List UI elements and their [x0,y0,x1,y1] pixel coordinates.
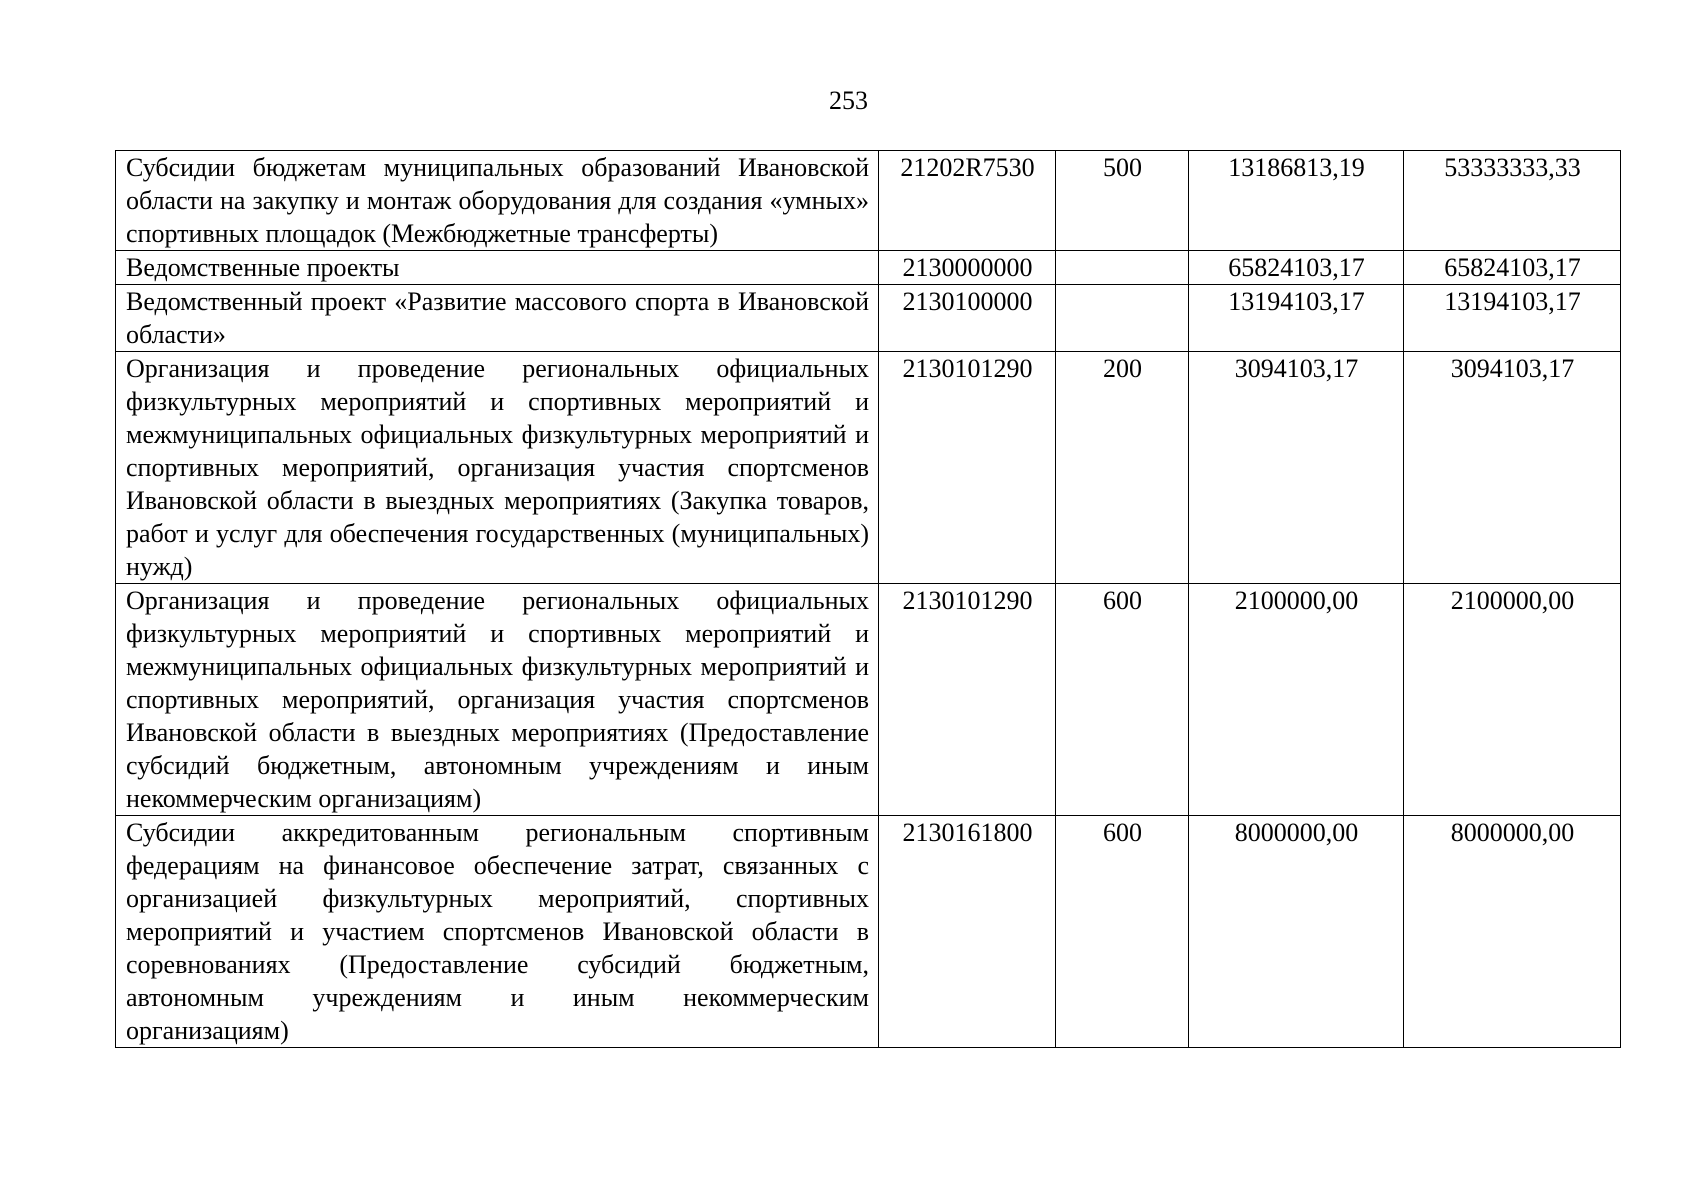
row-amount-2: 8000000,00 [1404,816,1621,1048]
page-number: 253 [829,86,868,115]
row-description: Субсидии аккредитованным региональным спортивным федерациям на финансовое обеспечение затрат, связанных с организацией физкультурных мероприятий, спортивных мероприятий и участием спортсменов Ивановской области в соревнованиях (Предоставление субсидий бюджетным, автономным учреждениям и иным некоммерческим организациям) [116,816,879,1048]
row-expense-type: 600 [1056,816,1189,1048]
table-row [116,352,1621,584]
budget-table [115,150,1621,1048]
row-target-code: 2130000000 [879,251,1056,285]
row-amount-2: 2100000,00 [1404,584,1621,816]
row-description: Организация и проведение региональных официальных физкультурных мероприятий и спортивных мероприятий и межмуниципальных официальных физкультурных мероприятий и спортивных мероприятий, организация участия спортсменов Ивановской области в выездных мероприятиях (Предоставление субсидий бюджетным, автономным учреждениям и иным некоммерческим организациям) [116,584,879,816]
row-description: Ведомственные проекты [116,251,879,285]
table-row [116,584,1621,816]
row-amount-2: 3094103,17 [1404,352,1621,584]
table-row [116,151,1621,251]
row-expense-type [1056,251,1189,285]
row-amount-1: 65824103,17 [1189,251,1404,285]
row-amount-1: 13186813,19 [1189,151,1404,251]
row-expense-type: 600 [1056,584,1189,816]
row-target-code: 2130161800 [879,816,1056,1048]
row-amount-1: 8000000,00 [1189,816,1404,1048]
row-expense-type: 500 [1056,151,1189,251]
row-expense-type [1056,285,1189,352]
table-row [116,816,1621,1048]
row-target-code: 2130100000 [879,285,1056,352]
row-amount-1: 13194103,17 [1189,285,1404,352]
row-amount-2: 13194103,17 [1404,285,1621,352]
row-description: Субсидии бюджетам муниципальных образований Ивановской области на закупку и монтаж оборудования для создания «умных» спортивных площадок (Межбюджетные трансферты) [116,151,879,251]
row-amount-1: 2100000,00 [1189,584,1404,816]
table-row [116,251,1621,285]
row-amount-1: 3094103,17 [1189,352,1404,584]
row-target-code: 2130101290 [879,352,1056,584]
table-row [116,285,1621,352]
row-amount-2: 65824103,17 [1404,251,1621,285]
row-target-code: 21202R7530 [879,151,1056,251]
row-expense-type: 200 [1056,352,1189,584]
row-amount-2: 53333333,33 [1404,151,1621,251]
row-description: Ведомственный проект «Развитие массового спорта в Ивановской области» [116,285,879,352]
row-description: Организация и проведение региональных официальных физкультурных мероприятий и спортивных мероприятий и межмуниципальных официальных физкультурных мероприятий и спортивных мероприятий, организация участия спортсменов Ивановской области в выездных мероприятиях (Закупка товаров, работ и услуг для обеспечения государственных (муниципальных) нужд) [116,352,879,584]
row-target-code: 2130101290 [879,584,1056,816]
